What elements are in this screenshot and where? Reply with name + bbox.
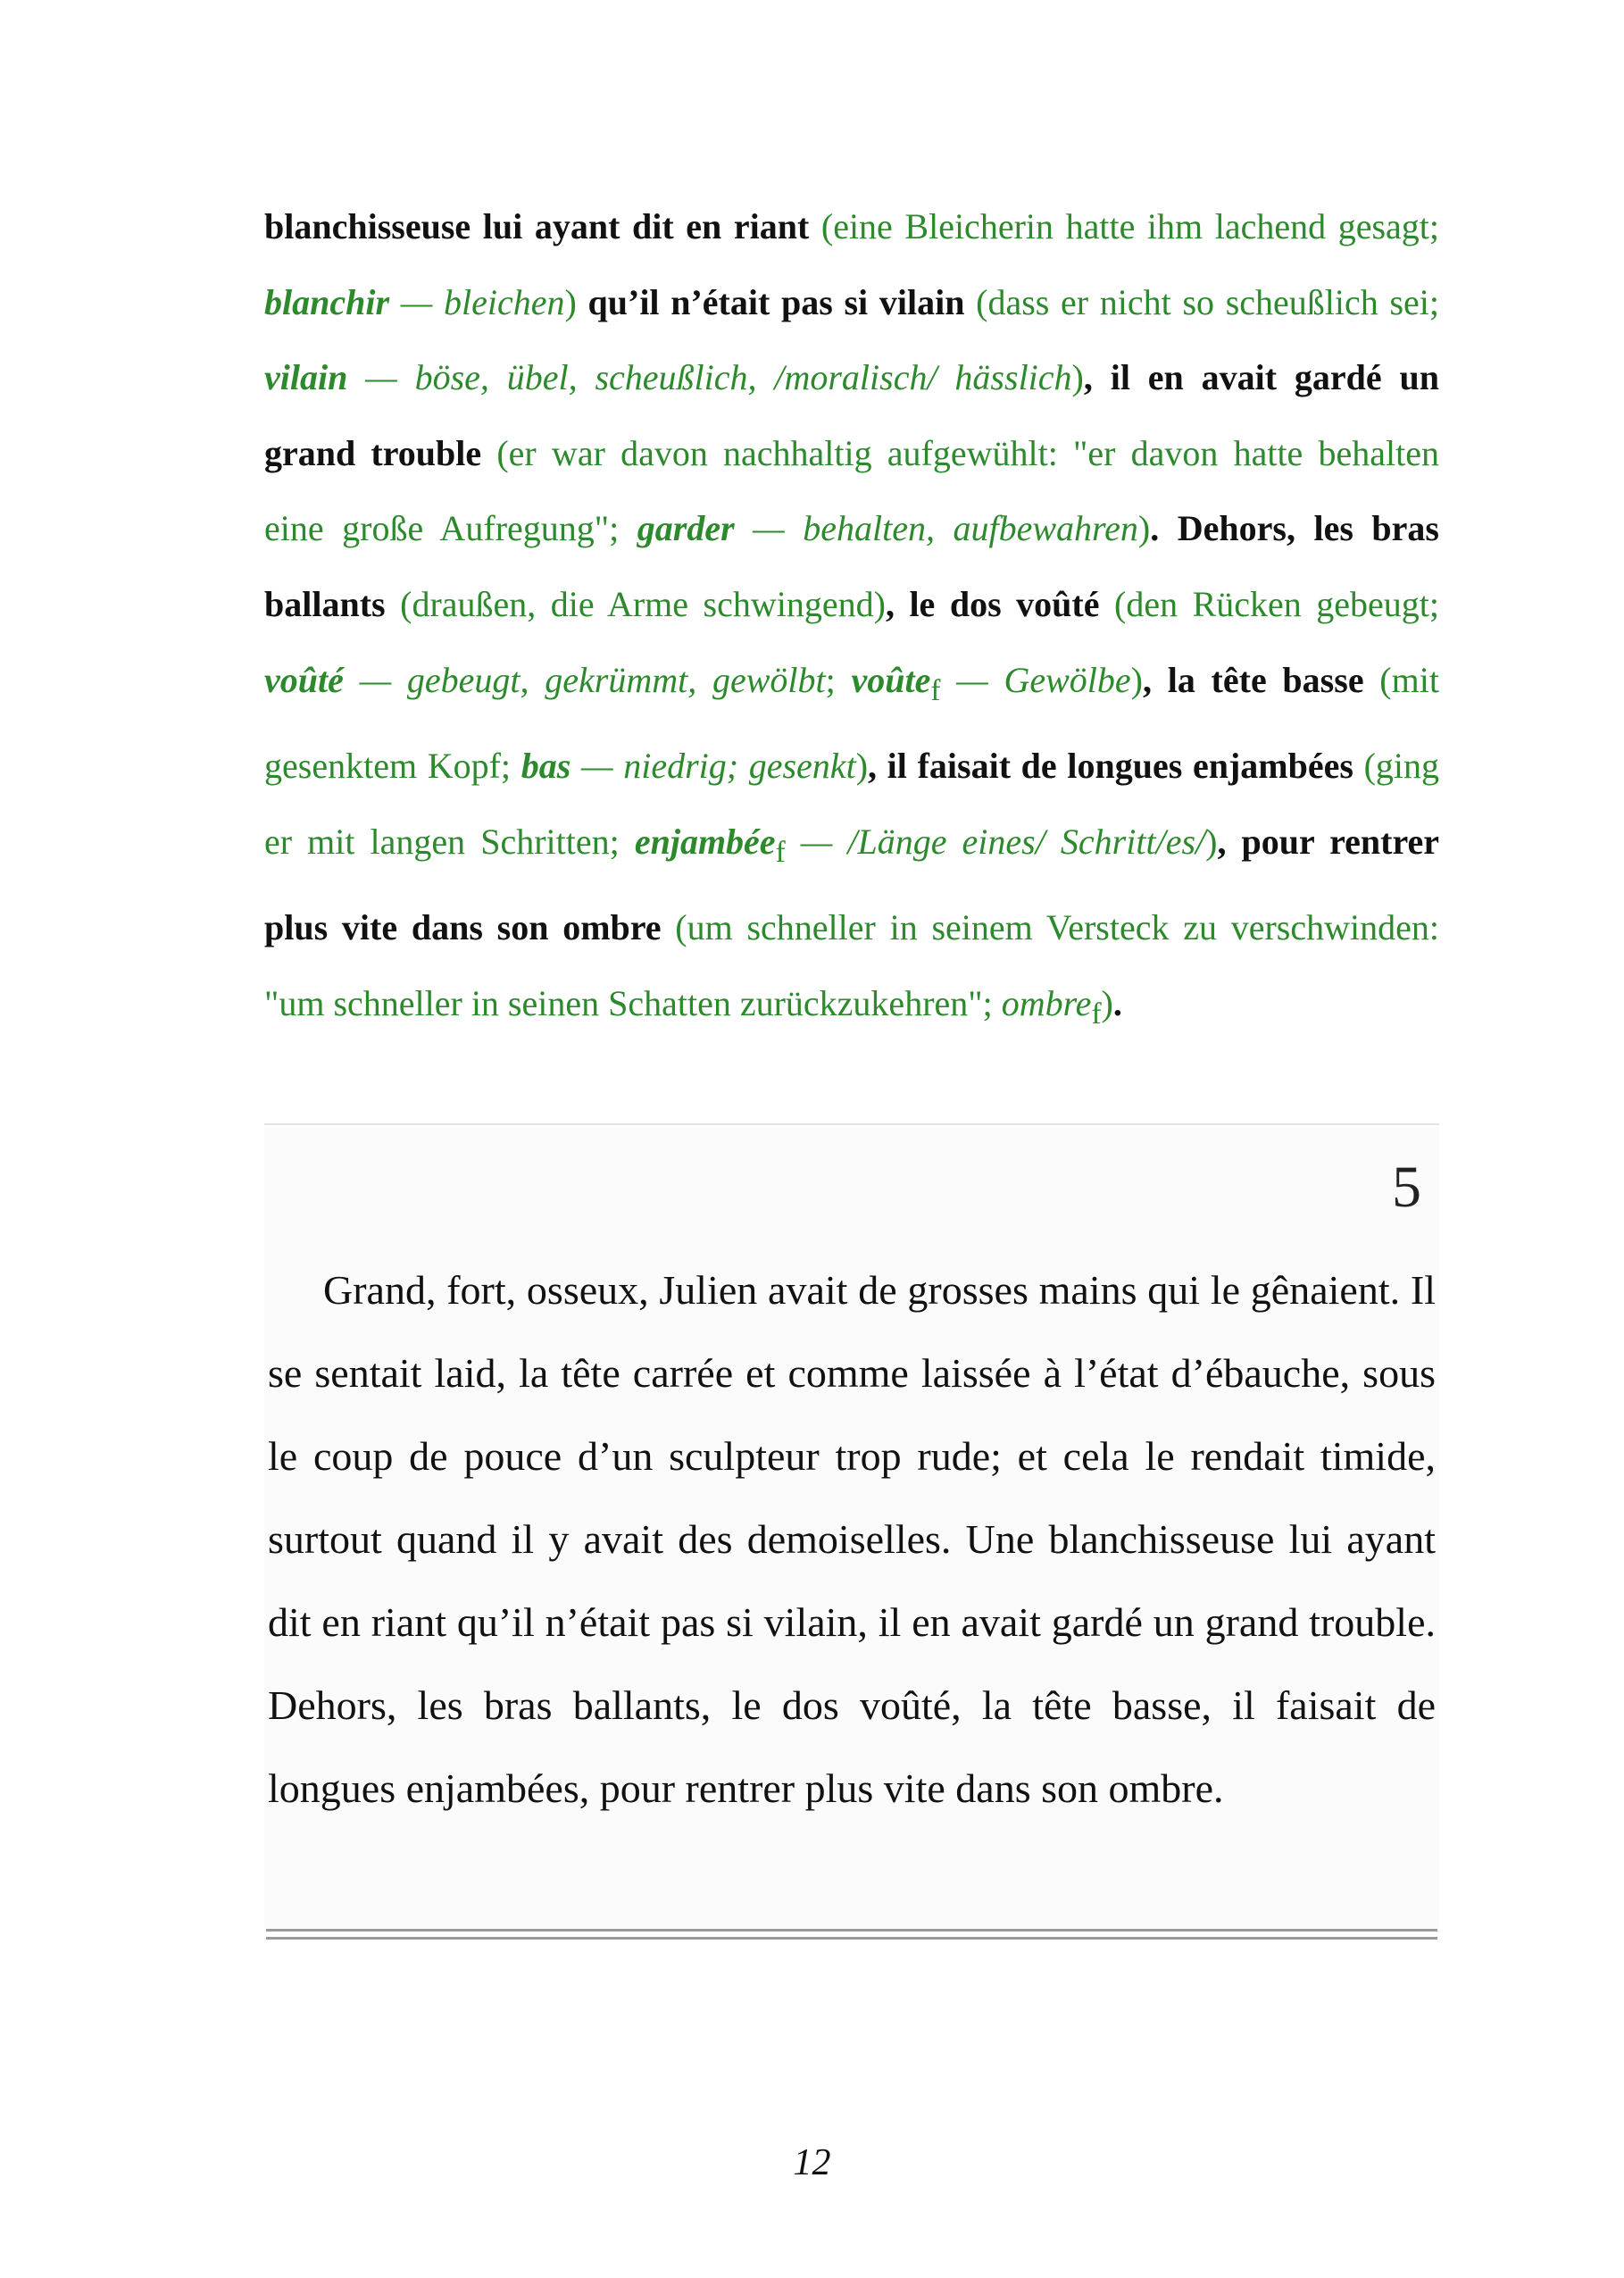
german-gloss: — böse, übel, scheußlich, /moralisch/ hässlich — [347, 357, 1072, 398]
french-phrase: , la tête basse — [1142, 659, 1364, 700]
french-phrase: qu’il n’était pas si vilain — [587, 281, 965, 322]
german-gloss: (den Rücken gebeugt; — [1099, 583, 1440, 624]
french-phrase: , pour rentrer plus vite dans son ombre — [264, 821, 1439, 948]
french-phrase: . Dehors, les bras ballants — [264, 508, 1439, 624]
vocab-keyword: blanchir — [264, 281, 390, 322]
vocab-keyword: voûté — [264, 659, 344, 700]
german-gloss: ombre — [1001, 982, 1092, 1023]
original-text-box — [264, 1127, 1439, 1929]
german-gloss: ; — [825, 659, 852, 700]
french-phrase: . — [1112, 982, 1122, 1023]
french-phrase: , il en avait gardé un grand trouble — [264, 357, 1439, 473]
vocab-keyword: bas — [521, 746, 571, 787]
german-gloss: — gebeugt, gekrümmt, gewölbt — [343, 659, 826, 700]
page-number: 12 — [793, 2142, 831, 2183]
vocab-keyword: vilain — [264, 357, 348, 398]
german-gloss: — behalten, aufbewahren — [734, 508, 1138, 549]
german-gloss: f — [1091, 997, 1102, 1031]
german-gloss: (mit gesenktem Kopf; — [264, 659, 1439, 787]
german-gloss: (eine Bleicherin hatte ihm lachend gesagt; — [809, 206, 1439, 246]
section-number: 5 — [1392, 1155, 1421, 1220]
german-gloss: (um schneller in seinem Versteck zu verschwinden: "um schneller in seinen Schatten zurückzukehren"; — [264, 907, 1439, 1023]
original-paragraph: Grand, fort, osseux, Julien avait de grosses mains qui le gênaient. Il se sentait laid, la tête carrée et comme laissée à l’état d’ébauche, sous le coup de pouce d’un sculpteur trop rude; et cela le rendait timide, surtout quand il y avait des demoiselles. Une blanchisseuse lui ayant dit en riant qu’il n’était pas si vilain, il en avait gardé un grand trouble. Dehors, les bras ballants, le dos voûté, la tête basse, il faisait de longues enjambées, pour rentrer plus vite dans son ombre. — [268, 1267, 1436, 1811]
vocab-keyword: voûte — [851, 659, 931, 700]
german-gloss: (ging er mit langen Schritten; — [264, 746, 1440, 862]
german-gloss: ) — [855, 746, 869, 787]
french-phrase: , il faisait de longues enjambées — [868, 746, 1353, 787]
german-gloss: ) — [1137, 508, 1151, 549]
german-gloss: (er war davon nachhaltig aufgewühlt: "er davon hatte behalten eine große Aufregung"; — [264, 432, 1439, 549]
german-gloss: ) — [1205, 821, 1218, 862]
german-gloss: — Gewölbe — [940, 659, 1131, 700]
german-gloss: ) — [1101, 982, 1113, 1023]
german-gloss: ) — [564, 281, 588, 322]
german-gloss: — bleichen — [389, 281, 565, 322]
german-gloss: ) — [1071, 357, 1084, 398]
german-gloss: — /Länge eines/ Schritt/es/ — [785, 821, 1206, 862]
annotated-paragraph — [264, 189, 1439, 1053]
french-phrase: , le dos voûté — [885, 583, 1100, 624]
german-gloss: f — [775, 835, 786, 869]
german-gloss: f — [930, 673, 941, 707]
section-end-rule — [266, 1929, 1437, 1940]
german-gloss: (dass er nicht so scheußlich sei; — [964, 281, 1439, 322]
vocab-keyword: garder — [637, 508, 735, 549]
german-gloss: — niedrig; gesenkt — [570, 746, 856, 787]
vocab-keyword: enjambée — [634, 821, 776, 862]
german-gloss: (draußen, die Arme schwingend) — [385, 583, 886, 624]
german-gloss: ) — [1130, 659, 1143, 700]
french-phrase: blanchisseuse lui ayant dit en riant — [264, 206, 810, 246]
